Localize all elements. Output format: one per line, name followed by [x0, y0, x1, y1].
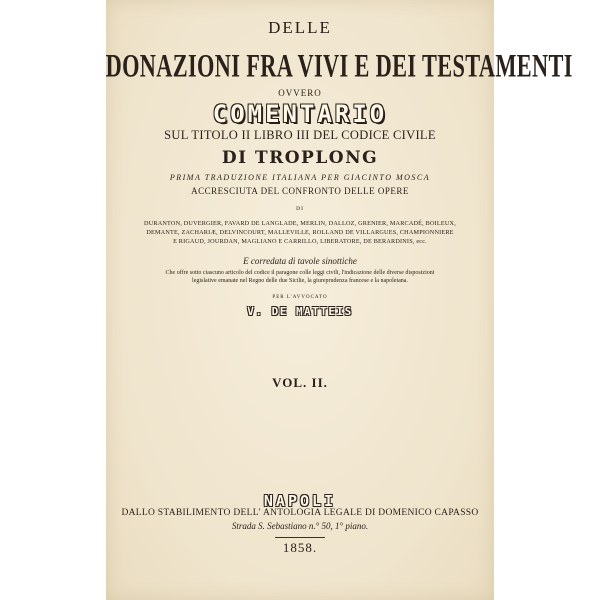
title-comentario: COMENTARIO	[212, 100, 388, 128]
publication-year: 1858.	[282, 540, 318, 555]
translation-note: PRIMA TRADUZIONE ITALIANA PER GIACINTO MOSCA	[169, 173, 431, 182]
corredata-line: E corredata di tavole sinottiche	[243, 256, 357, 266]
authors-line-2: DEMANTE, ZACHARIÆ, DELVINCOURT, MALLEVILLE, ROLLAND DE VILLARGUES, CHAMPIONNIERE	[146, 229, 454, 236]
volume-number: VOL. II.	[272, 375, 328, 390]
publisher-line: DALLO STABILIMENTO DELL' ANTOLOGIA LEGALE DI DOMENICO CAPASSO	[121, 508, 479, 518]
authors-line-1: DURANTON, DUVERGIER, FAVARD DE LANGLADE, MERLIN, DALLOZ, GRENIER, MARCADÉ, BOILEUX,	[144, 220, 456, 227]
description-line-1: Che offre sotto ciascuno articolo del codice il paragone colle leggi civili, l'indicazione delle diverse disposizioni	[165, 270, 435, 276]
author-name: DI TROPLONG	[221, 148, 379, 168]
subtitle-sul-titolo: SUL TITOLO II LIBRO III DEL CODICE CIVILE	[164, 128, 436, 142]
main-title: DONAZIONI FRA VIVI E DEI TESTAMENTI	[105, 47, 573, 84]
title-page	[105, 0, 573, 600]
title-ovvero: OVVERO	[278, 88, 322, 98]
accresciuta-line: ACCRESCIUTA DEL CONFRONTO DELLE OPERE	[191, 186, 409, 196]
publication-city: NAPOLI	[263, 492, 337, 510]
title-delle: DELLE	[268, 18, 332, 37]
publisher-address: Strada S. Sebastiano n.° 50, 1° piano.	[231, 521, 369, 531]
authors-line-3: E RIGAUD, JOURDAN, MAGLIANO E CARRILLO, LIBERATORE, DE BERARDINIS, ecc.	[173, 238, 427, 245]
editor-name: V. DE MATTEIS	[247, 305, 353, 318]
description-line-2: legislative emanate nel Regno delle due Sicilie, la giureprudenza francese e la napoletana.	[192, 278, 408, 284]
di-line: DI	[296, 206, 304, 212]
per-avvocato-line: PER L'AVVOCATO	[272, 295, 328, 300]
divider-rule	[275, 537, 325, 538]
